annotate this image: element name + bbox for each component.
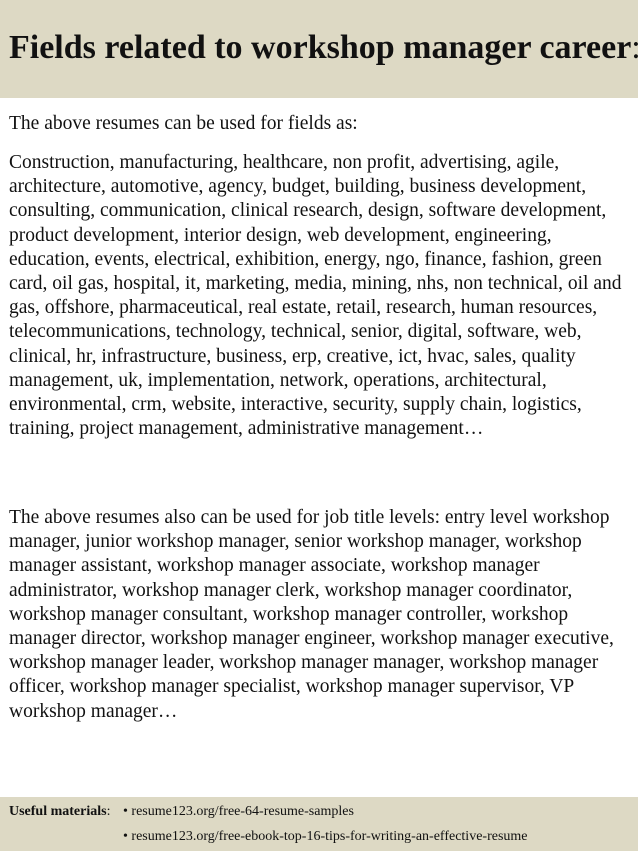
fields-list-paragraph: Construction, manufacturing, healthcare, non profit, advertising, agile, architecture, automotive, agency, budget, building, business development, consulting, communication, clinical research, design, software development, product development, interior design, web development, engineering, education, events, electrical, exhibition, energy, ngo, finance, fashion, green card, oil gas, hospital, it, marketing, media, mining, nhs, non technical, oil and gas, offshore, pharmaceutical, real estate, retail, research, human resources, telecommunications, technology, technical, senior, digital, software, web, clinical, hr, infrastructure, business, erp, creative, ict, hvac, sales, quality management, uk, implementation, network, operations, architectural, environmental, crm, website, interactive, security, supply chain, logistics, training, project management, administrative management… [9,152,622,440]
useful-materials-label-text: Useful materials [9,804,107,819]
job-levels-paragraph: The above resumes also can be used for job title levels: entry level workshop manager, junior workshop manager, senior workshop manager, workshop manager assistant, workshop manager associate, workshop manager administrator, workshop manager clerk, workshop manager coordinator, workshop manager consultant, workshop manager controller, workshop manager director, workshop manager engineer, workshop manager executive, workshop manager leader, workshop manager manager, workshop manager officer, workshop manager specialist, workshop manager supervisor, VP workshop manager… [9,507,614,722]
page-title [9,28,641,68]
page-title-text: Fields related to workshop manager career [9,29,632,66]
resource-link-ebook-tips[interactable]: • resume123.org/free-ebook-top-16-tips-for-writing-an-effective-resume [123,829,528,844]
useful-materials-label-colon: : [106,804,111,819]
useful-materials-label [9,803,110,821]
page-title-colon: : [631,29,641,66]
resource-link-resume-samples[interactable]: • resume123.org/free-64-resume-samples [123,804,354,819]
intro-text: The above resumes can be used for fields as: [9,113,358,134]
